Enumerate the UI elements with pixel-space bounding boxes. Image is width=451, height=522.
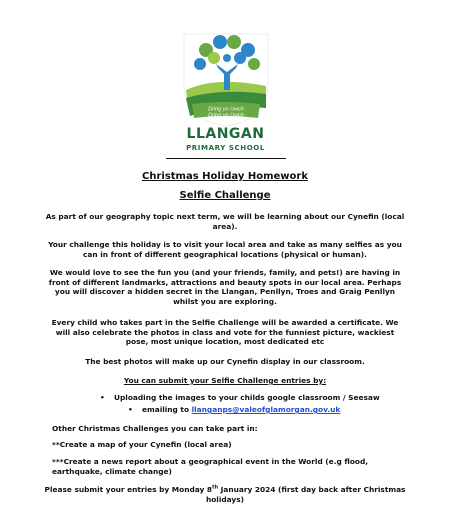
bullet-icon: • (100, 393, 105, 402)
other-challenges-heading: Other Christmas Challenges you can take part in: (52, 424, 258, 433)
paragraph-intro: As part of our geography topic next term, we will be learning about our Cynefin (local area). (45, 212, 405, 231)
leaf-icon (208, 52, 220, 64)
leaf-icon (213, 35, 227, 49)
deadline-superscript: th (212, 484, 219, 491)
challenge-title: Selfie Challenge (179, 190, 271, 201)
paragraph-certificate: Every child who takes part in the Selfie Challenge will be awarded a certificate. We will also celebrate the photos in class and vote for the funniest picture, wackiest pose, most unique location, most dedicated etc (51, 318, 399, 347)
motto-line-2: Dring yn Uwch (208, 112, 244, 119)
paragraph-display: The best photos will make up our Cynefin display in our classroom. (85, 357, 365, 366)
deadline-text: Please submit your entries by Monday 8 (44, 485, 213, 494)
leaf-icon (194, 58, 206, 70)
school-subtitle: PRIMARY SCHOOL (186, 144, 265, 152)
list-item (100, 393, 380, 403)
leaf-icon (227, 35, 241, 49)
bullet-icon: • (128, 405, 133, 414)
homework-title: Christmas Holiday Homework (142, 171, 308, 182)
leaf-icon (248, 58, 260, 70)
submission-deadline (44, 485, 406, 504)
submit-heading: You can submit your Selfie Challenge entries by: (123, 376, 327, 385)
paragraph-fun: We would love to see the fun you (and your friends, family, and pets!) are having in front of different landmarks, attractions and beauty spots in our local area. Perhaps you will discover a hidden secret in the Llangan, Penllyn, Troes and Graig Penllyn whilst you are exploring. (48, 268, 402, 306)
challenge-news-report: ***Create a news report about a geographical event in the World (e.g flood, earthquake, climate change) (52, 457, 369, 476)
school-name: LLANGAN (186, 126, 265, 142)
paragraph-challenge: Your challenge this holiday is to visit your local area and take as many selfies as you can in front of different geographical locations (physical or human). (48, 240, 402, 259)
bullet-text: Uploading the images to your childs google classroom / Seesaw (114, 393, 380, 402)
challenge-map: **Create a map of your Cynefin (local area) (52, 440, 232, 449)
motto-line-1: Dring yn Uwch (208, 106, 244, 113)
figure-head-icon (223, 54, 231, 62)
school-logo (176, 28, 276, 128)
email-link[interactable]: llanganps@valeofglamorgan.gov.uk (191, 405, 341, 414)
bullet-text: emailing to (142, 405, 192, 414)
divider-line (166, 158, 286, 159)
list-item (128, 405, 340, 415)
deadline-text-suffix: January 2024 (first day back after Christmas holidays) (205, 485, 406, 504)
leaf-icon (234, 52, 246, 64)
